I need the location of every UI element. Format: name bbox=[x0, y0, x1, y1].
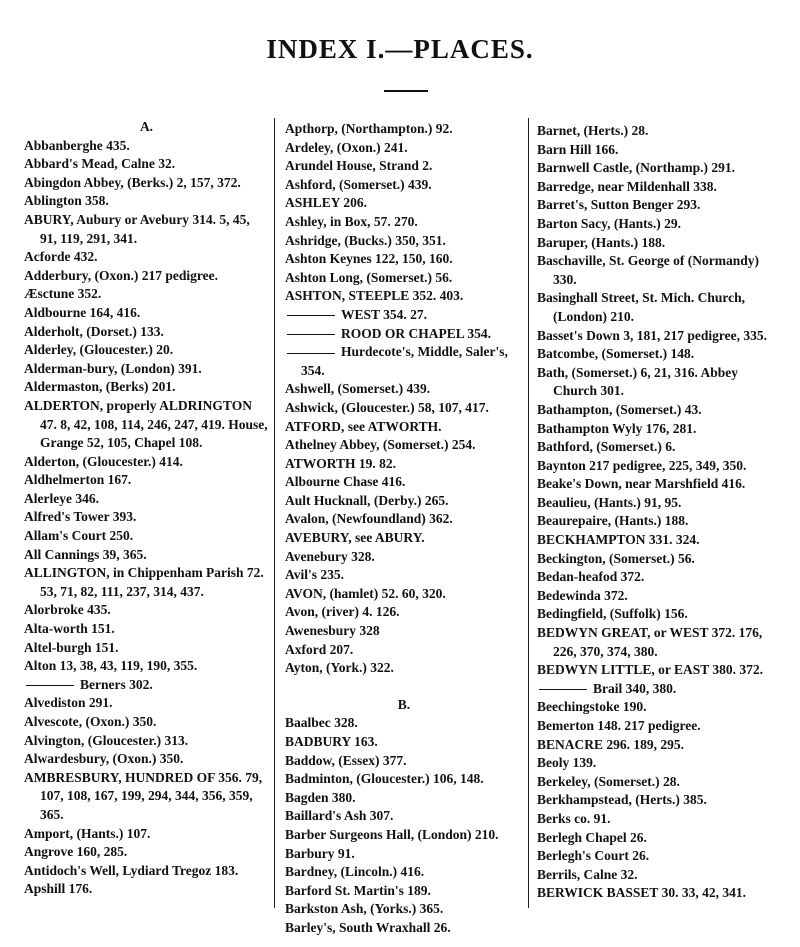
index-entry: Berlegh's Court 26. bbox=[537, 848, 650, 864]
index-entry: Apthorp, (Northampton.) 92. bbox=[285, 121, 453, 136]
index-entry: Athelney Abbey, (Somerset.) 254. bbox=[285, 437, 476, 453]
index-entry: AVON, (hamlet) 52. 60, 320. bbox=[285, 585, 446, 601]
index-entry: Allam's Court 250. bbox=[24, 528, 134, 544]
index-entry: Amport, (Hants.) 107. bbox=[24, 825, 151, 841]
index-entry: ATFORD, see ATWORTH. bbox=[285, 418, 442, 434]
index-entry: Alerleye 346. bbox=[24, 490, 99, 506]
index-entry: Alwardesbury, (Oxon.) 350. bbox=[24, 751, 184, 767]
index-entry: Barn Hill 166. bbox=[537, 141, 619, 157]
index-entry: Adderbury, (Oxon.) 217 pedigree. bbox=[24, 267, 219, 283]
index-entry: ATWORTH 19. 82. bbox=[285, 455, 397, 471]
section-spacer bbox=[285, 678, 523, 696]
index-entry bbox=[285, 325, 523, 344]
index-entry: Alton 13, 38, 43, 119, 190, 355. bbox=[24, 658, 198, 674]
index-entry: Bedan-heafod 372. bbox=[537, 569, 645, 585]
index-entry: Ayton, (York.) 322. bbox=[285, 660, 394, 676]
index-entry: Abbanberghe 435. bbox=[24, 137, 130, 153]
index-entry: Beake's Down, near Marshfield 416. bbox=[537, 476, 746, 492]
index-entry: Bedewinda 372. bbox=[537, 587, 628, 603]
index-entry: Baddow, (Essex) 377. bbox=[285, 752, 407, 768]
index-entry: ALDERTON, properly ALDRINGTON 47. 8, 42, 108, 114, 246, 247, 419. House, Grange 52, 105, Chapel 108. bbox=[24, 397, 268, 451]
index-entry: Bathampton, (Somerset.) 43. bbox=[537, 401, 702, 417]
index-entry: Alvington, (Gloucester.) 313. bbox=[24, 732, 189, 748]
index-entry: Berlegh Chapel 26. bbox=[537, 829, 647, 845]
index-entry: BENACRE 296. 189, 295. bbox=[537, 736, 685, 752]
index-entry: Altel-burgh 151. bbox=[24, 639, 119, 655]
index-entry: AMBRESBURY, HUNDRED OF 356. 79, 107, 108, 167, 199, 294, 344, 356, 359, 365. bbox=[24, 769, 263, 822]
index-entry: Axford 207. bbox=[285, 641, 354, 657]
index-entry: ASHLEY 206. bbox=[285, 195, 368, 211]
index-entry: Bagden 380. bbox=[285, 789, 356, 805]
index-entry: Acforde 432. bbox=[24, 249, 98, 265]
index-entry: All Cannings 39, 365. bbox=[24, 546, 147, 562]
index-entry: Avalon, (Newfoundland) 362. bbox=[285, 511, 453, 527]
index-entry: Apshill 176. bbox=[24, 881, 93, 897]
index-entry: Alderholt, (Dorset.) 133. bbox=[24, 323, 164, 339]
index-entry: Beoly 139. bbox=[537, 755, 597, 771]
index-entry: Baillard's Ash 307. bbox=[285, 808, 394, 824]
index-entry: BEDWYN LITTLE, or EAST 380. 372. bbox=[537, 662, 764, 678]
index-entry: Albourne Chase 416. bbox=[285, 474, 406, 490]
index-entry: Badminton, (Gloucester.) 106, 148. bbox=[285, 771, 484, 787]
index-entry: Beechingstoke 190. bbox=[537, 699, 647, 715]
index-entry: Avon, (river) 4. 126. bbox=[285, 604, 400, 620]
index-entry: Barley's, South Wraxhall 26. bbox=[285, 919, 451, 935]
index-entry bbox=[537, 680, 783, 699]
index-entry: Alta-worth 151. bbox=[24, 621, 115, 637]
index-entry: Ashwell, (Somerset.) 439. bbox=[285, 381, 431, 397]
index-entry: Alderley, (Gloucester.) 20. bbox=[24, 342, 174, 358]
index-entry: BECKHAMPTON 331. 324. bbox=[537, 532, 700, 548]
index-entry: Antidoch's Well, Lydiard Tregoz 183. bbox=[24, 862, 239, 878]
title-rule bbox=[384, 90, 428, 92]
index-entry: Avenebury 328. bbox=[285, 548, 375, 564]
index-entry: Ashton Long, (Somerset.) 56. bbox=[285, 269, 453, 285]
column-divider bbox=[528, 118, 529, 908]
index-entry: Æsctune 352. bbox=[24, 286, 102, 302]
index-entry: Bath, (Somerset.) 6, 21, 316. Abbey Church 301. bbox=[537, 364, 738, 399]
index-entry bbox=[285, 343, 523, 380]
index-entry: Ablington 358. bbox=[24, 193, 109, 209]
index-entry: Beaulieu, (Hants.) 91, 95. bbox=[537, 494, 682, 510]
index-entry: BADBURY 163. bbox=[285, 734, 378, 749]
index-entry: Abingdon Abbey, (Berks.) 2, 157, 372. bbox=[24, 174, 241, 190]
index-entry: ABURY, Aubury or Avebury 314. 5, 45, 91, 119, 291, 341. bbox=[24, 211, 250, 246]
index-entry: Barbury 91. bbox=[285, 845, 355, 861]
index-entry: Baalbec 328. bbox=[285, 715, 358, 731]
ditto-dash bbox=[287, 334, 335, 335]
index-entry: Avil's 235. bbox=[285, 567, 345, 583]
index-entry: BERWICK BASSET 30. 33, 42, 341. bbox=[537, 885, 746, 901]
index-column-1 bbox=[24, 118, 269, 899]
ditto-dash bbox=[287, 353, 335, 354]
index-entry: Awenesbury 328 bbox=[285, 623, 380, 639]
index-column-3 bbox=[537, 122, 783, 903]
index-entry: Bathford, (Somerset.) 6. bbox=[537, 439, 676, 455]
index-entry: Aldhelmerton 167. bbox=[24, 472, 132, 488]
index-entry: Barkston Ash, (Yorks.) 365. bbox=[285, 901, 444, 917]
index-entry: Barredge, near Mildenhall 338. bbox=[537, 178, 717, 194]
index-entry: Ashley, in Box, 57. 270. bbox=[285, 213, 418, 229]
index-entry: Alvediston 291. bbox=[24, 695, 113, 711]
index-entry-text: Berners 302. bbox=[80, 676, 153, 692]
index-entry: Ardeley, (Oxon.) 241. bbox=[285, 139, 408, 155]
index-entry: Berks co. 91. bbox=[537, 810, 611, 826]
index-entry: Arundel House, Strand 2. bbox=[285, 158, 433, 174]
index-entry: Alvescote, (Oxon.) 350. bbox=[24, 714, 157, 729]
index-entry: Angrove 160, 285. bbox=[24, 844, 128, 860]
index-entry-text: ROOD OR CHAPEL 354. bbox=[341, 325, 492, 341]
index-entry: Ashford, (Somerset.) 439. bbox=[285, 176, 432, 192]
index-entry: Berkhampstead, (Herts.) 385. bbox=[537, 792, 707, 808]
index-entry: Alderman-bury, (London) 391. bbox=[24, 360, 202, 376]
index-entry: Basset's Down 3, 181, 217 pedigree, 335. bbox=[537, 327, 768, 343]
index-entry: AVEBURY, see ABURY. bbox=[285, 530, 425, 546]
page-title: INDEX I.—PLACES. bbox=[266, 34, 534, 64]
index-entry: Ashton Keynes 122, 150, 160. bbox=[285, 251, 453, 267]
index-entry-text: WEST 354. 27. bbox=[341, 306, 428, 322]
index-entry: Baschaville, St. George of (Normandy) 330. bbox=[537, 253, 759, 287]
index-entry: Beaurepaire, (Hants.) 188. bbox=[537, 513, 689, 529]
index-entry-text: Brail 340, 380. bbox=[593, 680, 677, 696]
index-entry: Berrils, Calne 32. bbox=[537, 866, 638, 882]
index-entry: Alfred's Tower 393. bbox=[24, 509, 137, 525]
index-entry: Ault Hucknall, (Derby.) 265. bbox=[285, 492, 449, 508]
index-entry: BEDWYN GREAT, or WEST 372. 176, 226, 370, 374, 380. bbox=[537, 625, 763, 659]
index-entry: Bemerton 148. 217 pedigree. bbox=[537, 718, 701, 733]
index-entry: Barber Surgeons Hall, (London) 210. bbox=[285, 826, 499, 842]
index-entry: Bedingfield, (Suffolk) 156. bbox=[537, 606, 688, 622]
index-entry: ALLINGTON, in Chippenham Parish 72. 53, 71, 82, 111, 237, 314, 437. bbox=[24, 565, 264, 599]
index-entry: Ashwick, (Gloucester.) 58, 107, 417. bbox=[285, 399, 489, 415]
column-divider bbox=[274, 118, 275, 908]
index-entry: Abbard's Mead, Calne 32. bbox=[24, 156, 176, 172]
index-entry bbox=[24, 676, 269, 695]
ditto-dash bbox=[26, 685, 74, 686]
index-entry: Batcombe, (Somerset.) 148. bbox=[537, 346, 695, 362]
index-column-2 bbox=[285, 120, 523, 938]
index-entry: Berkeley, (Somerset.) 28. bbox=[537, 773, 680, 789]
ditto-dash bbox=[287, 315, 335, 316]
index-entry: Beckington, (Somerset.) 56. bbox=[537, 550, 695, 566]
index-entry: Baynton 217 pedigree, 225, 349, 350. bbox=[537, 457, 747, 473]
index-entry: Bardney, (Lincoln.) 416. bbox=[285, 864, 425, 880]
index-entry: Bathampton Wyly 176, 281. bbox=[537, 420, 697, 436]
index-entry: Barnet, (Herts.) 28. bbox=[537, 123, 649, 138]
section-letter: B. bbox=[397, 696, 411, 712]
index-entry: Barret's, Sutton Benger 293. bbox=[537, 197, 701, 213]
index-entry: Barford St. Martin's 189. bbox=[285, 882, 431, 898]
index-entry-text: Hurdecote's, Middle, Saler's, 354. bbox=[301, 344, 508, 378]
index-entry: ASHTON, STEEPLE 352. 403. bbox=[285, 288, 464, 304]
index-entry: Barnwell Castle, (Northamp.) 291. bbox=[537, 160, 735, 176]
index-entry: Alorbroke 435. bbox=[24, 602, 111, 618]
index-entry bbox=[285, 306, 523, 325]
index-entry: Basinghall Street, St. Mich. Church, (London) 210. bbox=[537, 290, 746, 324]
index-entry: Aldbourne 164, 416. bbox=[24, 304, 141, 320]
index-entry: Barton Sacy, (Hants.) 29. bbox=[537, 215, 682, 231]
index-entry: Aldermaston, (Berks) 201. bbox=[24, 379, 176, 395]
index-entry: Ashridge, (Bucks.) 350, 351. bbox=[285, 232, 446, 248]
index-entry: Alderton, (Gloucester.) 414. bbox=[24, 453, 183, 469]
ditto-dash bbox=[539, 689, 587, 690]
index-entry: Baruper, (Hants.) 188. bbox=[537, 234, 666, 250]
section-letter: A. bbox=[139, 119, 154, 134]
